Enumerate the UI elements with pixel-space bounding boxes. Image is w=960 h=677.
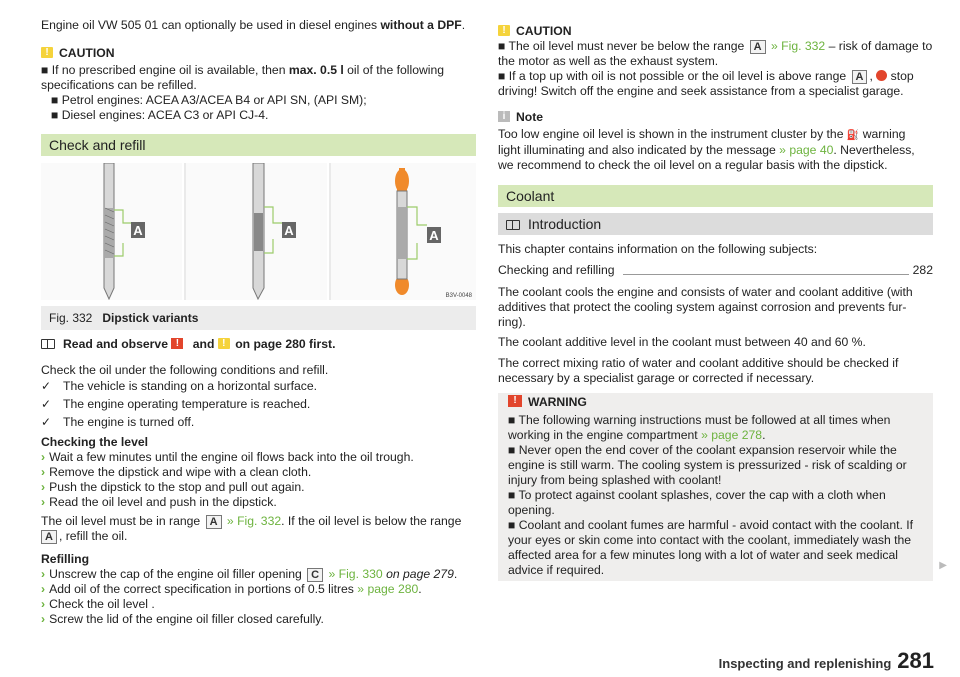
toc-page: 282 <box>912 263 933 277</box>
caution-title: CAUTION <box>516 24 572 38</box>
range-box-a: A <box>206 515 222 529</box>
coolant-title-bar <box>498 185 933 207</box>
range-label-a: A <box>133 223 143 238</box>
warning-text: your eyes or skin come into contact with the coolant, immediately wash the <box>508 533 912 547</box>
figure-panel-3 <box>331 163 476 300</box>
checking-step: Remove the dipstick and wipe with a clean cloth. <box>49 465 312 479</box>
caution-icon <box>498 25 510 36</box>
range-box-a: A <box>852 70 868 84</box>
page-number: 281 <box>897 648 934 673</box>
checking-title: Checking the level <box>41 435 149 449</box>
caution-text: , <box>869 69 873 83</box>
warning-title: WARNING <box>528 395 587 409</box>
oil-can-icon: ⛽ <box>846 130 860 141</box>
check-icon: ✓ <box>41 397 52 411</box>
range-text: The oil level must be in range <box>41 514 204 528</box>
note-text: Too low engine oil level is shown in the instrument cluster by the <box>498 127 847 141</box>
step-arrow-icon: › <box>41 450 46 464</box>
section-title-bar <box>41 134 476 156</box>
caution-block-1 <box>41 46 476 123</box>
step-arrow-icon: › <box>41 582 46 596</box>
warning-icon <box>171 338 183 349</box>
read-observe-text: on page 280 first. <box>231 337 336 351</box>
checking-step: Wait a few minutes until the engine oil flows back into the oil trough. <box>49 450 414 464</box>
body-line: additives that protect the cooling system against corrosion and prevents fur- <box>498 300 907 314</box>
warning-text: injury from being splashed with coolant! <box>508 473 722 487</box>
caution-block-2 <box>498 24 933 99</box>
body-line: The correct mixing ratio of water and coolant additive should be checked if <box>498 356 899 370</box>
caution-text: the motor as well as the exhaust system. <box>498 54 719 68</box>
warning-text: . <box>762 428 766 442</box>
range-box-a: A <box>750 40 766 54</box>
figure-title: Dipstick variants <box>102 311 199 325</box>
step-arrow-icon: › <box>41 597 46 611</box>
body-line: The coolant cools the engine and consists of water and coolant additive (with <box>498 285 913 299</box>
check-icon: ✓ <box>41 379 52 393</box>
chapter-text: This chapter contains information on the following subjects: <box>498 242 818 256</box>
caution-petrol: ■ Petrol engines: ACEA A3/ACEA B4 or API SN, (API SM); <box>51 93 367 107</box>
caution-text: – risk of damage to <box>825 39 933 53</box>
caution-icon <box>218 338 230 349</box>
section-title: Check and refill <box>49 137 146 153</box>
read-observe-text: and <box>189 337 218 351</box>
note-title: Note <box>516 110 544 124</box>
range-text: . If the oil level is below the range <box>281 514 462 528</box>
refill-step: Unscrew the cap of the engine oil filler opening <box>49 567 306 581</box>
introduction-title: Introduction <box>528 216 602 232</box>
caution-bold: max. 0.5 l <box>288 63 344 77</box>
fig-link[interactable]: » Fig. 332 <box>223 514 282 528</box>
figure-code: B3V-0048 <box>445 293 472 299</box>
warning-icon <box>508 395 522 407</box>
caution-text: driving! Switch off the engine and seek assistance from a specialist garage. <box>498 84 904 98</box>
warning-text: opening. <box>508 503 555 517</box>
checking-steps <box>41 450 476 510</box>
note-block <box>498 110 933 173</box>
range-paragraph <box>41 514 476 544</box>
dipstick-illustration-1 <box>41 163 184 300</box>
checking-step: Push the dipstick to the stop and pull out again. <box>49 480 305 494</box>
range-label-a: A <box>429 228 439 243</box>
fig-link[interactable]: » Fig. 332 <box>767 39 826 53</box>
step-arrow-icon: › <box>41 495 46 509</box>
oil-warning-icon <box>876 70 887 81</box>
check-intro: Check the oil under the following conditions and refill. <box>41 363 329 377</box>
figure-number: Fig. 332 <box>49 311 93 325</box>
caution-text: specifications can be refilled. <box>41 78 197 92</box>
toc-leader <box>623 274 909 275</box>
page-footer <box>718 648 934 673</box>
check-icon: ✓ <box>41 415 52 429</box>
checking-step: Read the oil level and push in the dipstick. <box>49 495 277 509</box>
dipstick-figure <box>41 163 476 300</box>
footer-section: Inspecting and replenishing <box>718 656 892 671</box>
coolant-title: Coolant <box>506 188 555 204</box>
body-line: necessary by a specialist garage or corrected if necessary. <box>498 371 815 385</box>
caution-title: CAUTION <box>59 46 115 60</box>
warning-text: advice if required. <box>508 563 605 577</box>
step-arrow-icon: › <box>41 480 46 494</box>
step-arrow-icon: › <box>41 465 46 479</box>
warning-text: ■ Coolant and coolant fumes are harmful - avoid contact with the coolant. If <box>508 518 914 532</box>
page-link[interactable]: » page 40 <box>779 143 834 157</box>
book-icon <box>506 220 520 230</box>
caution-text: ■ If no prescribed engine oil is available, then <box>41 63 289 77</box>
refill-step: . <box>418 582 422 596</box>
note-text: we recommend to check the oil level on a regular basis with the dipstick. <box>498 158 888 172</box>
figure-panel-1 <box>41 163 184 300</box>
note-text: warning <box>859 127 906 141</box>
page-link[interactable]: » page 278 <box>701 428 763 442</box>
figure-caption <box>41 306 476 330</box>
step-arrow-icon: › <box>41 567 46 581</box>
toc-entry[interactable] <box>498 263 933 278</box>
figure-panel-2 <box>186 163 329 300</box>
intro-suffix: . <box>461 18 466 32</box>
info-icon <box>498 111 510 122</box>
conditions-list <box>41 379 476 430</box>
introduction-title-bar <box>498 213 933 235</box>
caution-text: oil of the following <box>343 63 445 77</box>
refilling-title: Refilling <box>41 552 90 566</box>
warning-text: ■ Never open the end cover of the coolant expansion reservoir while the <box>508 443 897 457</box>
warning-box <box>498 393 947 581</box>
intro-text: Engine oil VW 505 01 can optionally be used in diesel engines <box>41 18 381 32</box>
caution-text: ■ If a top up with oil is not possible or the oil level is above range <box>498 69 850 83</box>
warning-text: working in the engine compartment <box>508 428 702 442</box>
toc-item[interactable]: Checking and refilling <box>498 263 615 277</box>
refilling-steps <box>41 567 476 627</box>
continue-arrow-icon: ▶ <box>939 560 947 571</box>
note-text: light illuminating and also indicated by the message <box>498 143 780 157</box>
condition-item: The vehicle is standing on a horizontal surface. <box>63 379 318 393</box>
range-label-a: A <box>284 223 294 238</box>
page-link[interactable]: » page 280 <box>357 582 419 596</box>
caution-diesel: ■ Diesel engines: ACEA C3 or API CJ-4. <box>51 108 269 122</box>
intro-paragraph <box>41 18 476 33</box>
dipstick-illustration-2 <box>186 163 329 300</box>
caution-text: stop <box>887 69 914 83</box>
range-box-a: A <box>41 530 57 544</box>
step-arrow-icon: › <box>41 612 46 626</box>
coolant-para-3 <box>498 356 933 386</box>
warning-text: engine is still warm. The cooling system is pressurized - risk of scalding or <box>508 458 907 472</box>
warning-text: ■ To protect against coolant splashes, cover the cap with a cloth when <box>508 488 886 502</box>
book-icon <box>41 339 55 349</box>
coolant-para-1 <box>498 285 933 330</box>
intro-bold: without a DPF <box>380 18 462 32</box>
refill-step: Screw the lid of the engine oil filler closed carefully. <box>49 612 324 626</box>
read-observe-line <box>41 337 476 352</box>
condition-item: The engine is turned off. <box>63 415 195 429</box>
body-line: ring). <box>498 315 526 329</box>
dipstick-illustration-3 <box>331 163 476 300</box>
range-text: , refill the oil. <box>58 529 128 543</box>
condition-item: The engine operating temperature is reached. <box>63 397 311 411</box>
filler-box-c: C <box>307 568 323 582</box>
caution-text: ■ The oil level must never be below the range <box>498 39 748 53</box>
read-observe-text: Read and observe <box>63 337 172 351</box>
refill-step: Check the oil level . <box>49 597 155 611</box>
refill-step: Add oil of the correct specification in portions of 0.5 litres <box>49 582 358 596</box>
warning-text: affected area for a few minutes long with a lot of water and seek medical <box>508 548 898 562</box>
coolant-para-2: The coolant additive level in the coolant must between 40 and 60 %. <box>498 335 866 349</box>
note-text: . Nevertheless, <box>833 143 915 157</box>
fig-link[interactable]: » Fig. 330 <box>325 567 383 581</box>
warning-text: ■ The following warning instructions must be followed at all times when <box>508 413 891 427</box>
page-ref: on page 279 <box>382 567 454 581</box>
refill-step: . <box>453 567 458 581</box>
caution-icon <box>41 47 53 58</box>
